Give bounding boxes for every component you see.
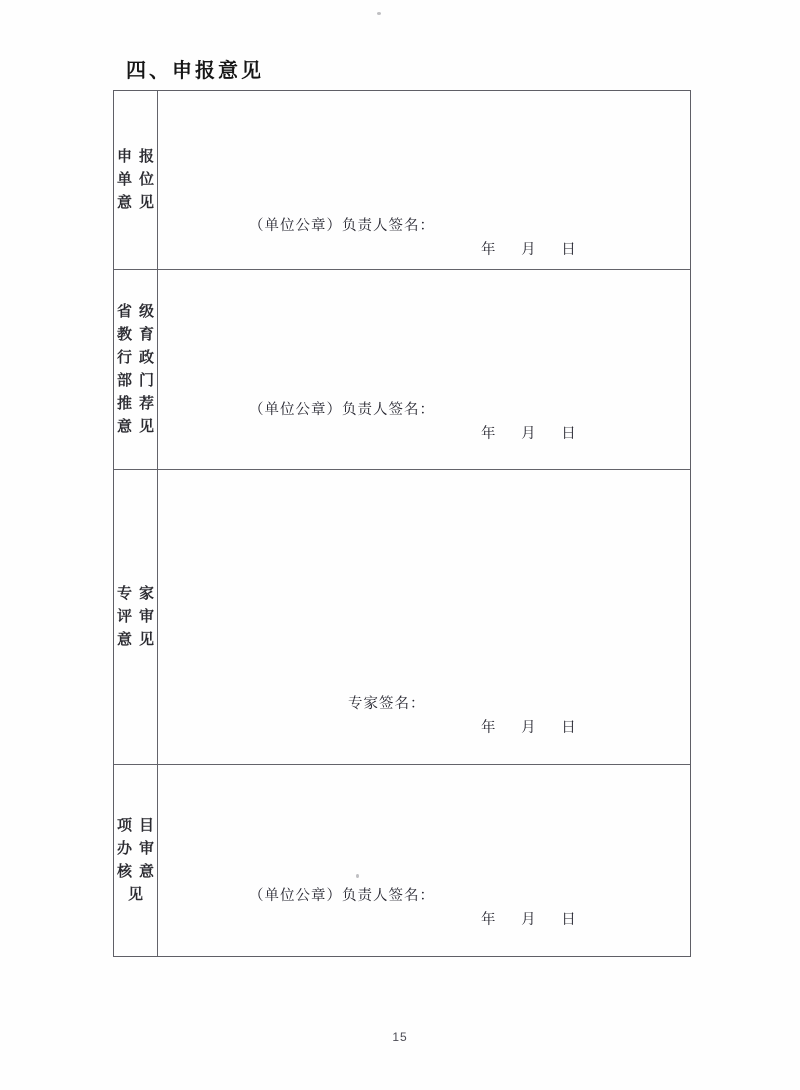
application-opinions-table xyxy=(113,90,691,957)
row-label-project-office-review-opinion: 项目 办审 核意 见 xyxy=(114,765,158,956)
opinion-area-applicant-unit xyxy=(158,91,690,270)
page-number: 15 xyxy=(392,1030,408,1044)
signature-label: （单位公章）负责人签名： xyxy=(249,218,435,234)
signature-label: （单位公章）负责人签名： xyxy=(249,402,435,418)
scan-artifact xyxy=(377,12,381,15)
signature-label: （单位公章）负责人签名： xyxy=(249,888,435,904)
row-label-expert-review-opinion: 专家 评审 意见 xyxy=(114,470,158,765)
opinion-area-provincial-education-dept xyxy=(158,270,690,470)
opinion-area-expert-review xyxy=(158,470,690,765)
date-line: 年 月 日 xyxy=(481,912,576,928)
date-line: 年 月 日 xyxy=(481,426,576,442)
row-label-applicant-unit-opinion: 申报 单位 意见 xyxy=(114,91,158,270)
opinion-area-project-office xyxy=(158,765,690,956)
row-label-provincial-education-dept-recommendation: 省级 教育 行政 部门 推荐 意见 xyxy=(114,270,158,470)
date-line: 年 月 日 xyxy=(481,720,576,736)
date-line: 年 月 日 xyxy=(481,242,576,258)
signature-label: 专家签名： xyxy=(348,696,426,712)
section-heading: 四、申报意见 xyxy=(126,60,264,82)
